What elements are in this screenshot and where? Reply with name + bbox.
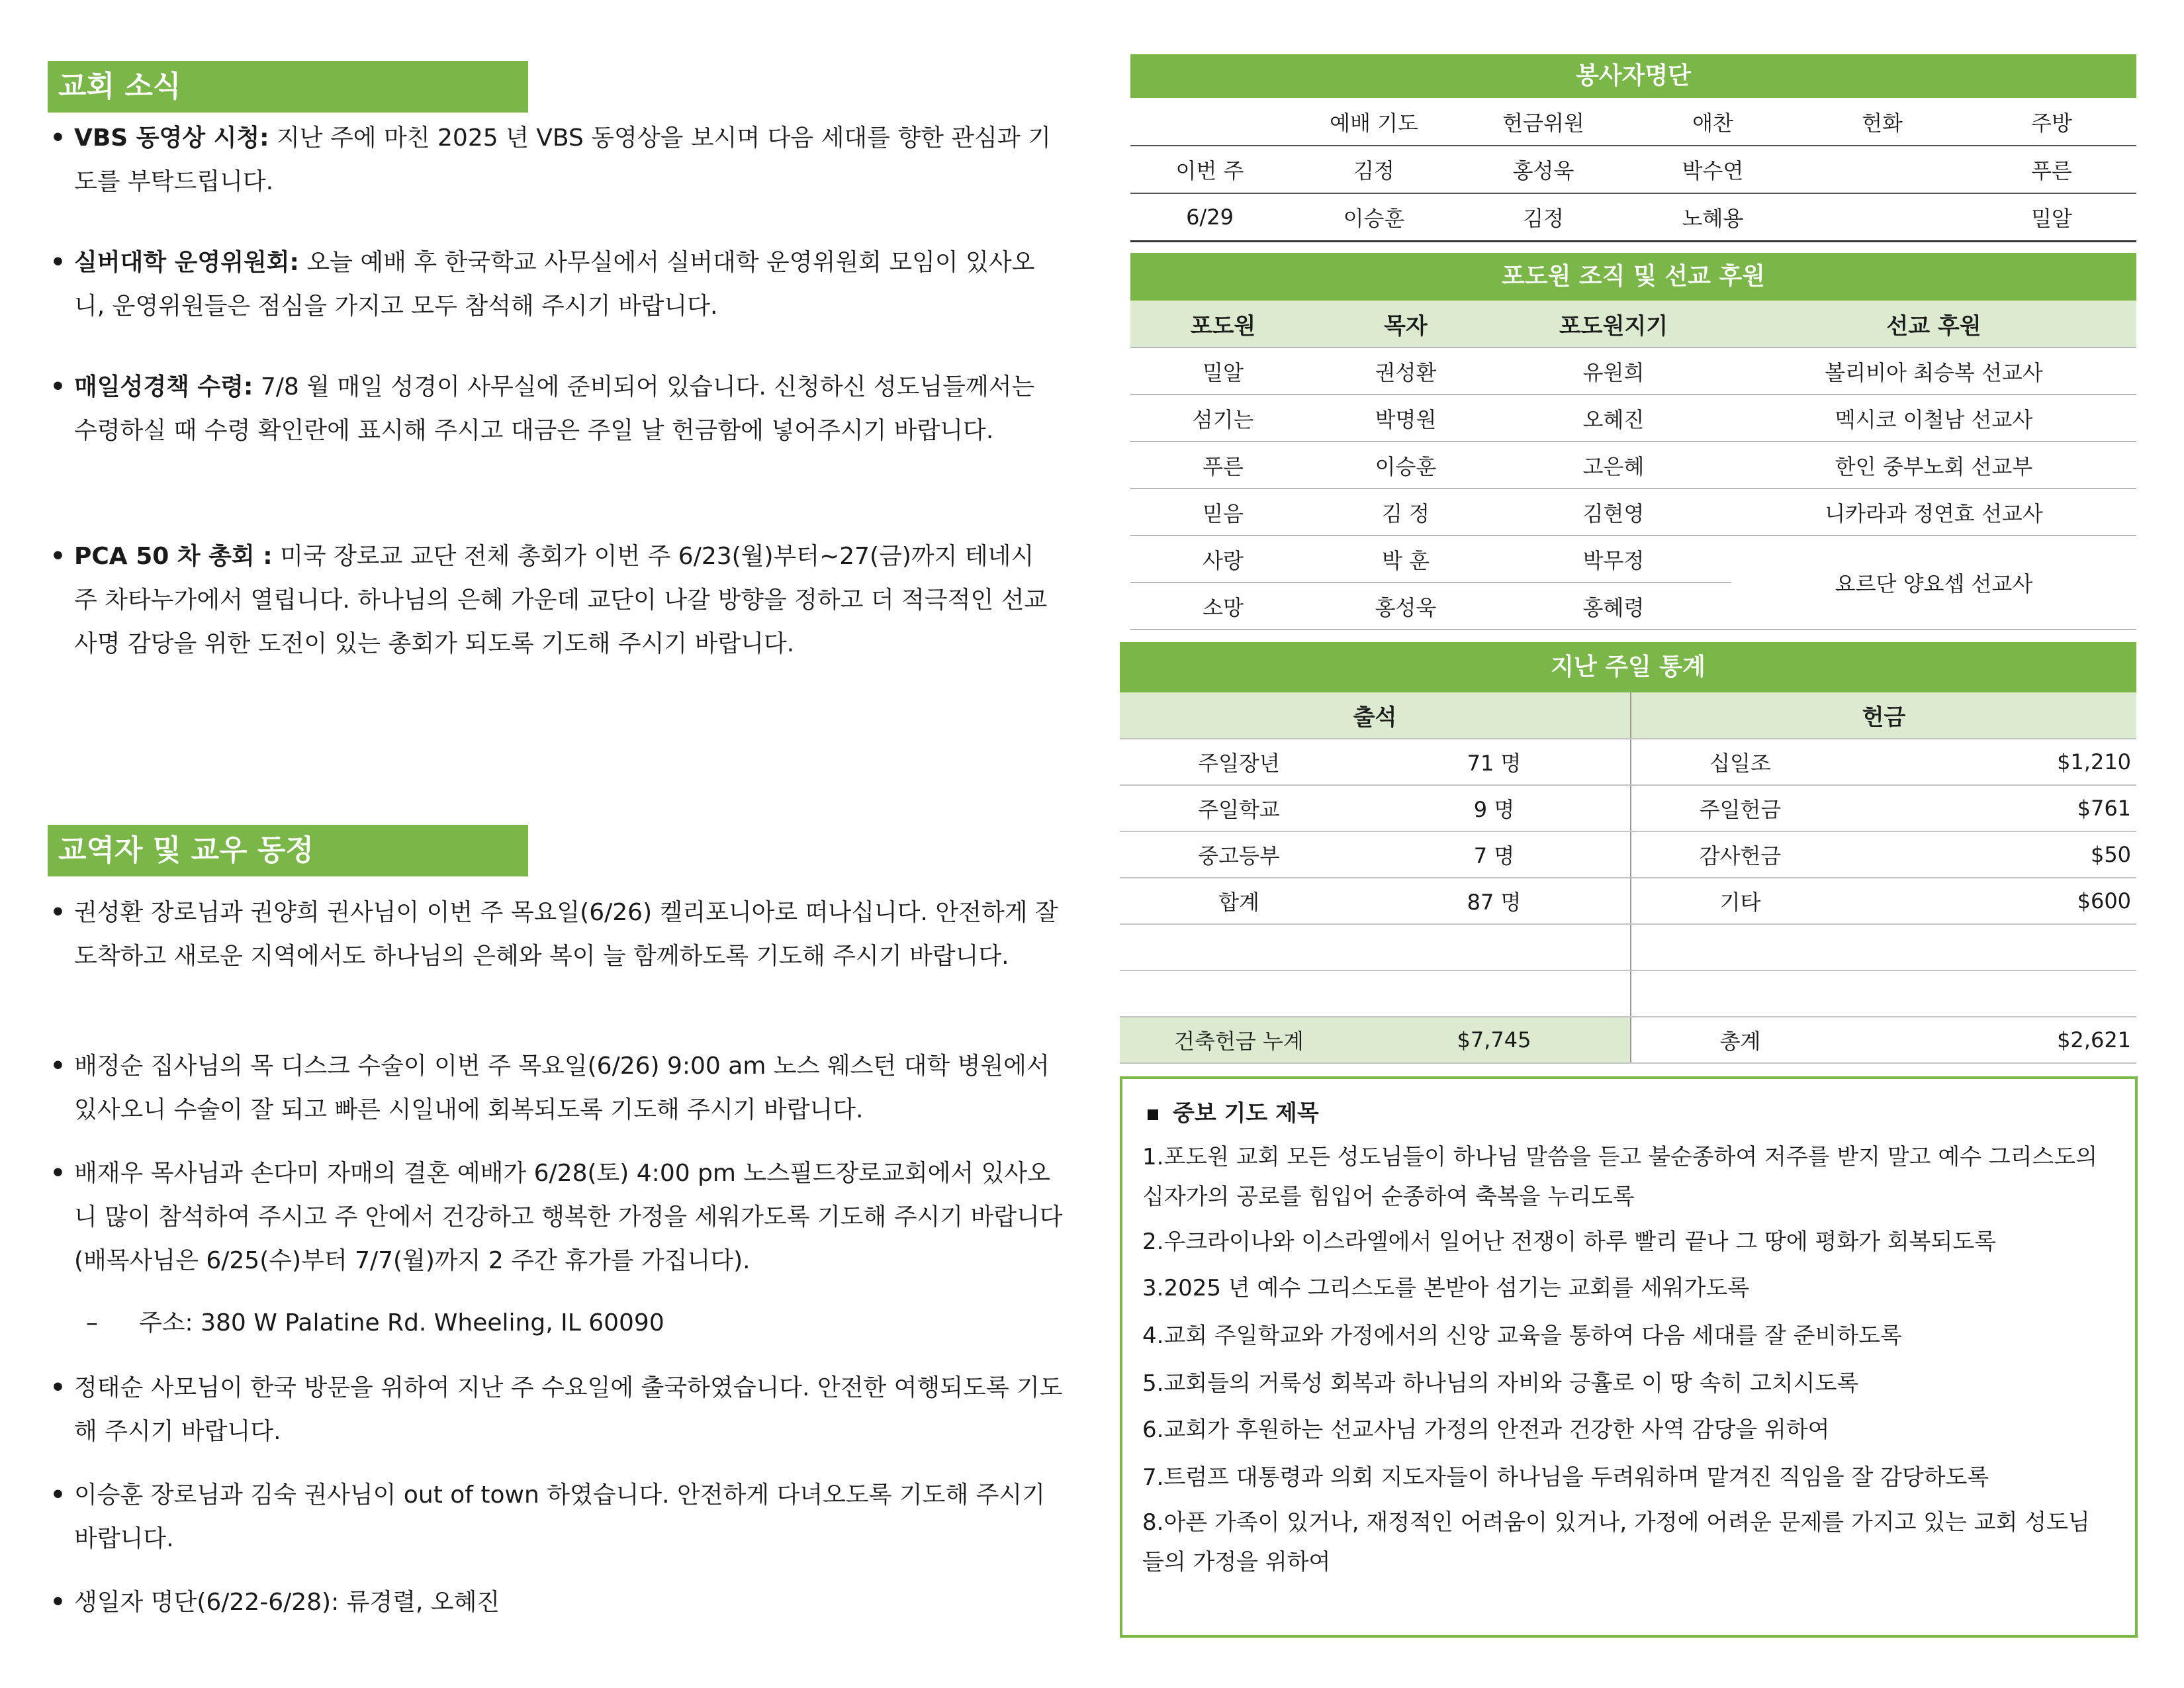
table-footer-row bbox=[1120, 1017, 2136, 1063]
table-row bbox=[1130, 348, 2136, 395]
attendance-header: 출석 bbox=[1120, 692, 1631, 739]
table-cell: 김 정 bbox=[1316, 489, 1496, 536]
table-row bbox=[1130, 489, 2136, 536]
column-header: 헌화 bbox=[1797, 98, 1967, 146]
news-item-title: 매일성경책 수령: bbox=[74, 373, 253, 400]
table-cell: 푸른 bbox=[1967, 146, 2136, 193]
table-cell: $1,210 bbox=[1849, 739, 2136, 785]
prayer-item: 3.2025 년 예수 그리스도를 본받아 섬기는 교회를 세워가도록 bbox=[1142, 1275, 1750, 1301]
bullet-icon: • bbox=[50, 899, 66, 926]
table-cell: 홍혜령 bbox=[1496, 583, 1731, 630]
offering-header: 헌금 bbox=[1631, 692, 2136, 739]
news-item-text: 지난 주에 마친 2025 년 VBS 동영상을 보시며 다음 세대를 향한 관심과 기도를 부탁드립니다. bbox=[74, 124, 1051, 195]
church-news-header: 교회 소식 bbox=[48, 61, 528, 113]
column-header: 선교 후원 bbox=[1731, 301, 2136, 348]
table-cell: 박명원 bbox=[1316, 395, 1496, 442]
prayer-item: 8.아픈 가족이 있거나, 재정적인 어려움이 있거나, 가정에 어려운 문제를 가지고 있는 교회 성도님들의 가정을 위하여 bbox=[1142, 1509, 2090, 1575]
stats-table bbox=[1120, 692, 2136, 1064]
table-cell: 푸른 bbox=[1130, 442, 1316, 489]
table-cell: $761 bbox=[1849, 785, 2136, 831]
bullet-icon: • bbox=[50, 543, 66, 570]
grape-table bbox=[1130, 301, 2136, 630]
table-row bbox=[1120, 739, 2136, 785]
staff-news-header: 교역자 및 교우 동정 bbox=[48, 825, 528, 876]
table-row-empty bbox=[1120, 970, 2136, 1017]
table-row bbox=[1130, 193, 2136, 241]
bullet-icon: • bbox=[50, 373, 66, 400]
staff-item-text: 생일자 명단(6/22-6/28): 류경렬, 오혜진 bbox=[74, 1589, 500, 1616]
column-header: 헌금위원 bbox=[1459, 98, 1628, 146]
table-cell bbox=[1797, 193, 1967, 241]
column-header bbox=[1130, 98, 1289, 146]
table-row-empty bbox=[1120, 924, 2136, 970]
staff-item-text: 배정순 집사님의 목 디스크 수술이 이번 주 목요일(6/26) 9:00 am 노스 웨스턴 대학 병원에서 있사오니 수술이 잘 되고 빠른 시일내에 회복되도록 기도해 주시기 바랍니다. bbox=[74, 1053, 1050, 1123]
table-cell: 밀알 bbox=[1967, 193, 2136, 241]
bullet-icon: • bbox=[50, 1589, 66, 1616]
table-cell: 볼리비아 최승복 선교사 bbox=[1731, 348, 2136, 395]
column-header: 애찬 bbox=[1628, 98, 1797, 146]
table-cell: $50 bbox=[1849, 831, 2136, 878]
table-cell: 유원희 bbox=[1496, 348, 1731, 395]
table-row bbox=[1120, 785, 2136, 831]
prayer-item: 6.교회가 후원하는 선교사님 가정의 안전과 건강한 사역 감당을 위하여 bbox=[1142, 1417, 1830, 1443]
staff-item-text: 배재우 목사님과 손다미 자매의 결혼 예배가 6/28(토) 4:00 pm 노스필드장로교회에서 있사오니 많이 참석하여 주시고 주 안에서 건강하고 행복한 가정을 세워가도록 기도해 주시기 바랍니다(배목사님은 6/25(수)부터 7/7(월)까지 2 주간 휴가를 가집니다). bbox=[74, 1160, 1063, 1274]
stats-title: 지난 주일 통계 bbox=[1120, 642, 2136, 692]
bullet-icon: • bbox=[50, 124, 66, 152]
table-row bbox=[1120, 878, 2136, 924]
table-header-row bbox=[1130, 301, 2136, 348]
table-cell: 71 명 bbox=[1358, 739, 1631, 785]
table-cell: 김정 bbox=[1289, 146, 1459, 193]
bullet-icon: • bbox=[50, 1374, 66, 1401]
table-cell: 멕시코 이철남 선교사 bbox=[1731, 395, 2136, 442]
column-header: 포도원 bbox=[1130, 301, 1316, 348]
news-item-title: VBS 동영상 시청: bbox=[74, 124, 269, 152]
table-cell: 오혜진 bbox=[1496, 395, 1731, 442]
table-row bbox=[1130, 146, 2136, 193]
table-cell: 십일조 bbox=[1631, 739, 1849, 785]
table-cell: 박수연 bbox=[1628, 146, 1797, 193]
table-cell: 합계 bbox=[1120, 878, 1358, 924]
square-bullet-icon bbox=[1148, 1109, 1158, 1120]
table-row bbox=[1130, 536, 2136, 583]
table-cell: 기타 bbox=[1631, 878, 1849, 924]
address-line bbox=[86, 1301, 664, 1345]
column-header: 목자 bbox=[1316, 301, 1496, 348]
volunteers-table bbox=[1130, 98, 2136, 242]
table-cell bbox=[1797, 146, 1967, 193]
news-item-title: PCA 50 차 총회 : bbox=[74, 543, 273, 570]
bullet-icon: • bbox=[50, 1053, 66, 1080]
prayer-item: 5.교회들의 거룩성 회복과 하나님의 자비와 긍휼로 이 땅 속히 고치시도록 bbox=[1142, 1370, 1859, 1397]
table-cell: 김정 bbox=[1459, 193, 1628, 241]
news-item-silver-college bbox=[50, 241, 1063, 328]
table-cell: 밀알 bbox=[1130, 348, 1316, 395]
table-row bbox=[1130, 395, 2136, 442]
staff-item bbox=[50, 1152, 1063, 1283]
table-cell: 사랑 bbox=[1130, 536, 1316, 583]
dash-icon: – bbox=[86, 1309, 98, 1336]
news-item-pca-assembly bbox=[50, 535, 1063, 666]
news-item-daily-bible bbox=[50, 365, 1063, 453]
table-cell: 주일헌금 bbox=[1631, 785, 1849, 831]
news-item-text: 오늘 예배 후 한국학교 사무실에서 실버대학 운영위원회 모임이 있사오니, 운영위원들은 점심을 가지고 모두 참석해 주시기 바랍니다. bbox=[74, 249, 1035, 320]
news-item-title: 실버대학 운영위원회: bbox=[74, 249, 299, 276]
prayer-item: 7.트럼프 대통령과 의회 지도자들이 하나님을 두려워하며 맡겨진 직임을 잘 감당하도록 bbox=[1142, 1464, 1989, 1491]
table-cell: 9 명 bbox=[1358, 785, 1631, 831]
prayer-box bbox=[1120, 1076, 2138, 1638]
staff-item bbox=[50, 1474, 1063, 1561]
table-cell: 니카라과 정연효 선교사 bbox=[1731, 489, 2136, 536]
staff-item bbox=[50, 1045, 1063, 1132]
table-cell: 홍성욱 bbox=[1459, 146, 1628, 193]
staff-item-text: 이승훈 장로님과 김숙 권사님이 out of town 하였습니다. 안전하게 다녀오도록 기도해 주시기 바랍니다. bbox=[74, 1481, 1045, 1552]
table-cell: 믿음 bbox=[1130, 489, 1316, 536]
table-cell: 이번 주 bbox=[1130, 146, 1289, 193]
table-cell: 감사헌금 bbox=[1631, 831, 1849, 878]
table-cell: 홍성욱 bbox=[1316, 583, 1496, 630]
table-cell: $600 bbox=[1849, 878, 2136, 924]
table-header-row bbox=[1120, 692, 2136, 739]
table-row bbox=[1120, 831, 2136, 878]
table-cell: 요르단 양요셉 선교사 bbox=[1731, 536, 2136, 630]
table-cell: 이승훈 bbox=[1316, 442, 1496, 489]
table-cell: 6/29 bbox=[1130, 193, 1289, 241]
address-text: 주소: 380 W Palatine Rd. Wheeling, IL 60090 bbox=[139, 1309, 664, 1336]
table-cell: 87 명 bbox=[1358, 878, 1631, 924]
total-value: $2,621 bbox=[1849, 1017, 2136, 1063]
building-fund-label: 건축헌금 누계 bbox=[1120, 1017, 1358, 1063]
table-row bbox=[1130, 442, 2136, 489]
table-cell: 7 명 bbox=[1358, 831, 1631, 878]
prayer-item: 2.우크라이나와 이스라엘에서 일어난 전쟁이 하루 빨리 끝나 그 땅에 평화가 회복되도록 bbox=[1142, 1229, 1997, 1255]
table-cell: 섬기는 bbox=[1130, 395, 1316, 442]
prayer-title-text: 중보 기도 제목 bbox=[1173, 1100, 1319, 1127]
table-cell: 주일장년 bbox=[1120, 739, 1358, 785]
volunteers-title: 봉사자명단 bbox=[1130, 54, 2136, 98]
bullet-icon: • bbox=[50, 1481, 66, 1509]
grape-title: 포도원 조직 및 선교 후원 bbox=[1130, 253, 2136, 301]
news-item-text: 7/8 월 매일 성경이 사무실에 준비되어 있습니다. 신청하신 성도님들께서는 수령하실 때 수령 확인란에 표시해 주시고 대금은 주일 날 헌금함에 넣어주시기 바랍니다. bbox=[74, 373, 1035, 444]
prayer-item: 1.포도원 교회 모든 성도님들이 하나님 말씀을 듣고 불순종하여 저주를 받지 말고 예수 그리스도의 십자가의 공로를 힘입어 순종하여 축복을 누리도록 bbox=[1142, 1144, 2098, 1210]
staff-item bbox=[50, 1366, 1063, 1454]
table-cell: 소망 bbox=[1130, 583, 1316, 630]
table-header-row bbox=[1130, 98, 2136, 146]
staff-item bbox=[50, 1581, 1063, 1624]
table-cell: 주일학교 bbox=[1120, 785, 1358, 831]
staff-item bbox=[50, 891, 1063, 978]
news-item-text: 미국 장로교 교단 전체 총회가 이번 주 6/23(월)부터~27(금)까지 테네시 주 차타누가에서 열립니다. 하나님의 은혜 가운데 교단이 나갈 방향을 정하고 더 적극적인 선교 사명 감당을 위한 도전이 있는 총회가 되도록 기도해 주시기 바랍니다. bbox=[74, 543, 1048, 657]
staff-item-text: 정태순 사모님이 한국 방문을 위하여 지난 주 수요일에 출국하였습니다. 안전한 여행되도록 기도해 주시기 바랍니다. bbox=[74, 1374, 1063, 1445]
news-item-vbs bbox=[50, 117, 1063, 204]
staff-item-text: 권성환 장로님과 권양희 권사님이 이번 주 목요일(6/26) 켈리포니아로 떠나십니다. 안전하게 잘 도착하고 새로운 지역에서도 하나님의 은혜와 복이 늘 함께하도록 기도해 주시기 바랍니다. bbox=[74, 899, 1058, 970]
prayer-title bbox=[1148, 1094, 1319, 1133]
table-cell: 고은혜 bbox=[1496, 442, 1731, 489]
column-header: 예배 기도 bbox=[1289, 98, 1459, 146]
building-fund-value: $7,745 bbox=[1358, 1017, 1631, 1063]
table-cell: 박 훈 bbox=[1316, 536, 1496, 583]
column-header: 주방 bbox=[1967, 98, 2136, 146]
table-cell: 김현영 bbox=[1496, 489, 1731, 536]
table-cell: 노혜용 bbox=[1628, 193, 1797, 241]
table-cell: 중고등부 bbox=[1120, 831, 1358, 878]
bullet-icon: • bbox=[50, 249, 66, 276]
total-label: 총계 bbox=[1631, 1017, 1849, 1063]
table-cell: 이승훈 bbox=[1289, 193, 1459, 241]
bullet-icon: • bbox=[50, 1160, 66, 1187]
column-header: 포도원지기 bbox=[1496, 301, 1731, 348]
table-cell: 권성환 bbox=[1316, 348, 1496, 395]
prayer-item: 4.교회 주일학교와 가정에서의 신앙 교육을 통하여 다음 세대를 잘 준비하도록 bbox=[1142, 1323, 1902, 1349]
table-cell: 한인 중부노회 선교부 bbox=[1731, 442, 2136, 489]
table-cell: 박무정 bbox=[1496, 536, 1731, 583]
